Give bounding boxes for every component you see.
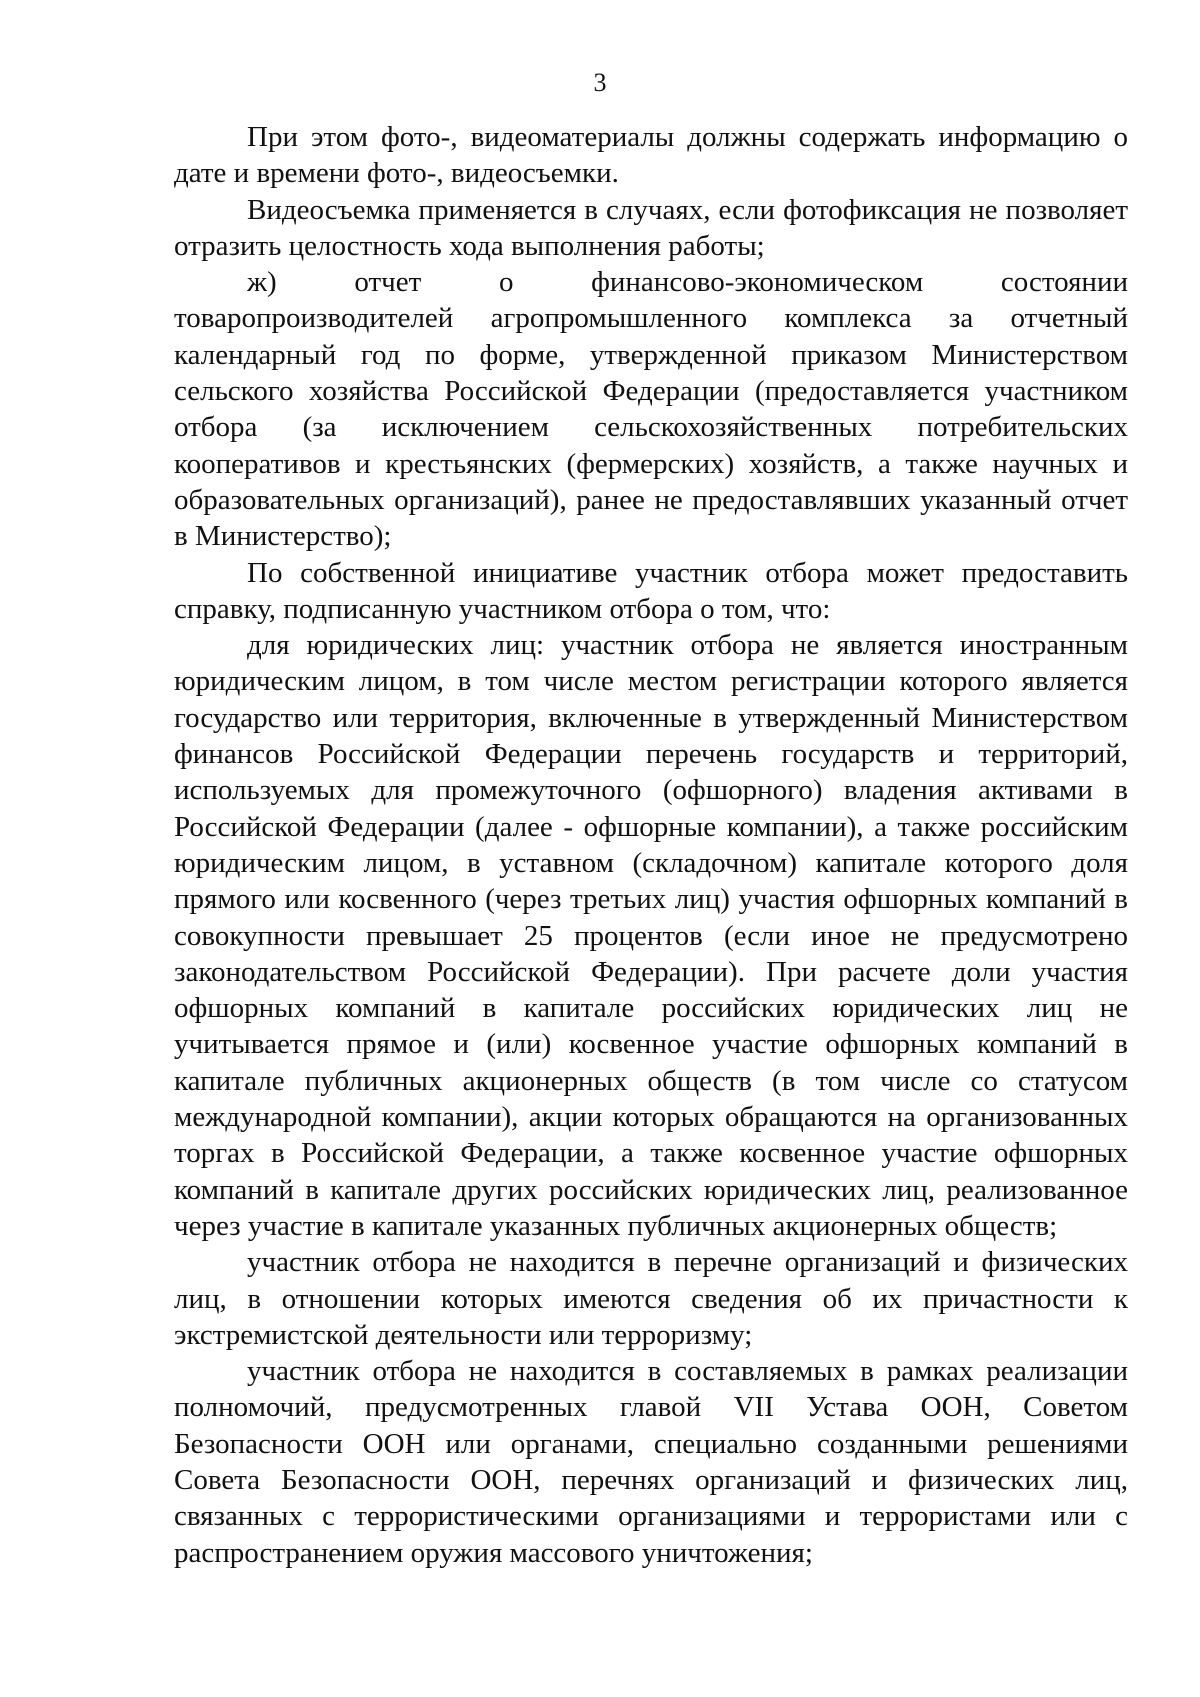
paragraph-own-initiative: По собственной инициативе участник отбора может предоставить справку, подписанную участником отбора о том, что: (174, 556, 1128, 625)
page-number: 3 (593, 68, 607, 97)
paragraph-un-security-council: участник отбора не находится в составляемых в рамках реализации полномочий, предусмотренных главой VII Устава ООН, Советом Безопасности ООН или органами, специально созданными решениями Совета Безопасности ООН, перечнях организаций и физических лиц, связанных с террористическими организациями и террористами или с распространением оружия массового уничтожения; (174, 1355, 1128, 1569)
paragraph-legal-entities: для юридических лиц: участник отбора не является иностранным юридическим лицом, в том числе местом регистрации которого является государство или территория, включенные в утвержденный Министерством финансов Российской Федерации перечень государств и территорий, используемых для промежуточного (офшорного) владения активами в Российской Федерации (далее - офшорные компании), а также российским юридическим лицом, в уставном (складочном) капитале которого доля прямого или косвенного (через третьих лиц) участия офшорных компаний в совокупности превышает 25 процентов (если иное не предусмотрено законодательством Российской Федерации). При расчете доли участия офшорных компаний в капитале российских юридических лиц не учитывается прямое и (или) косвенное участие офшорных компаний в капитале публичных акционерных обществ (в том числе со статусом международной компании), акции которых обращаются на организованных торгах в Российской Федерации, а также косвенное участие офшорных компаний в капитале других российских юридических лиц, реализованное через участие в капитале указанных публичных акционерных обществ; (174, 629, 1128, 1242)
paragraph-financial-report: ж) отчет о финансово-экономическом состоянии товаропроизводителей агропромышленного комплекса за отчетный календарный год по форме, утвержденной приказом Министерством сельского хозяйства Российской Федерации (предоставляется участником отбора (за исключением сельскохозяйственных потребительских кооперативов и крестьянских (фермерских) хозяйств, а также научных и образовательных организаций), ранее не предоставлявших указанный отчет в Министерство); (174, 266, 1128, 553)
paragraph-extremism-list: участник отбора не находится в перечне организаций и физических лиц, в отношении которых имеются сведения об их причастности к экстремистской деятельности или терроризму; (174, 1246, 1128, 1351)
paragraph-video-recording: Видеосъемка применяется в случаях, если фотофиксация не позволяет отразить целостность хода выполнения работы; (174, 193, 1128, 262)
paragraph-photo-video-info: При этом фото-, видеоматериалы должны содержать информацию о дате и времени фото-, видеосъемки. (174, 121, 1128, 190)
document-body (174, 119, 1128, 1571)
